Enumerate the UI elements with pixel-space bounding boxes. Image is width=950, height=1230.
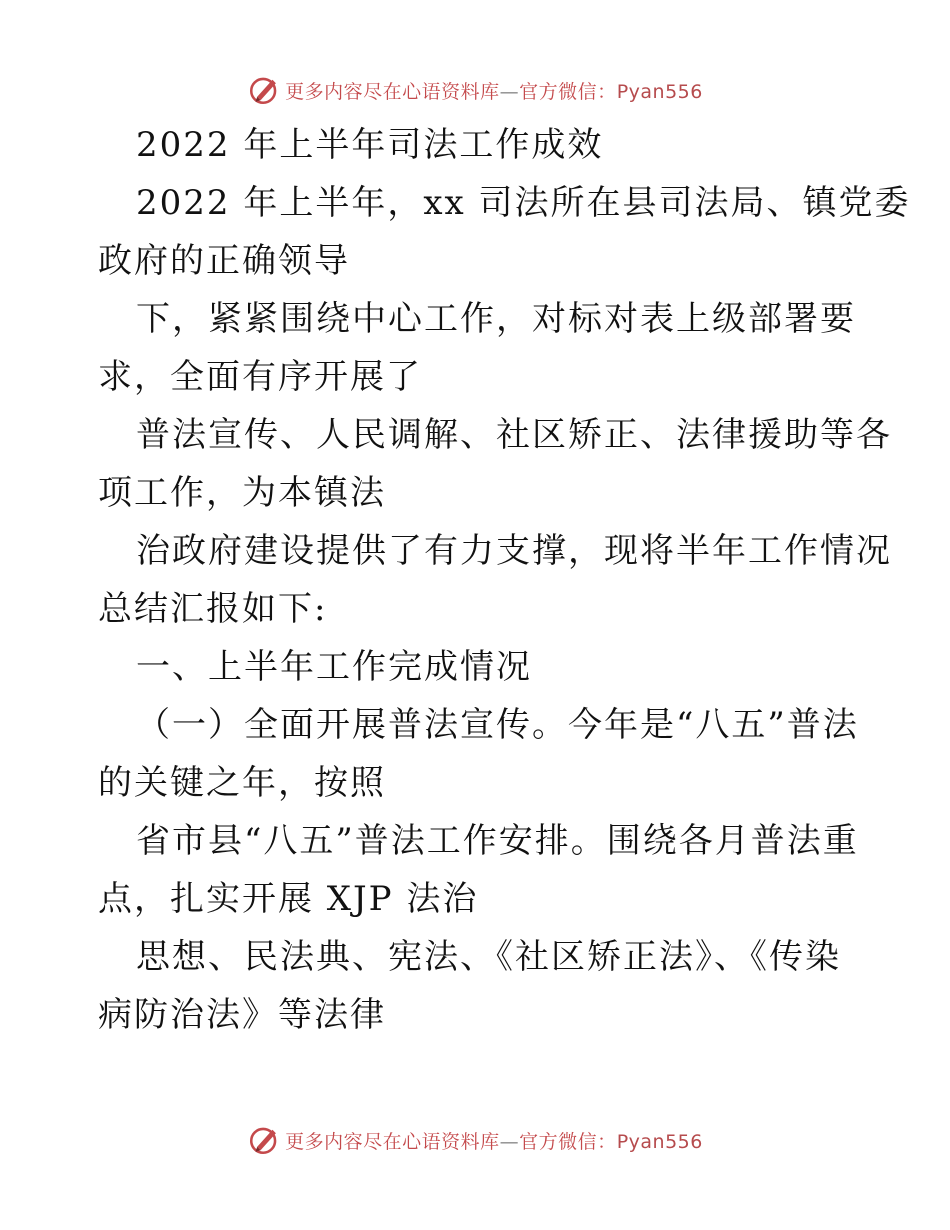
paragraph-line: 的关键之年，按照 — [98, 763, 386, 803]
watermark-text — [285, 1127, 703, 1154]
watermark-text — [285, 77, 703, 104]
paragraph-line: 点，扎实开展 XJP 法治 — [98, 879, 479, 919]
watermark-contact-label: 官方微信： — [519, 80, 617, 103]
watermark-contact-label: 官方微信： — [519, 1130, 617, 1153]
paragraph-line: 下，紧紧围绕中心工作，对标对表上级部署要 — [136, 299, 856, 339]
document-title: 2022 年上半年司法工作成效 — [136, 125, 604, 165]
watermark-site-text: 更多内容尽在心语资料库 — [285, 80, 500, 103]
paragraph-line: 病防治法》等法律 — [98, 995, 386, 1035]
paragraph-line: 思想、民法典、宪法、《社区矫正法》、《传染 — [136, 937, 841, 977]
watermark-site-text: 更多内容尽在心语资料库 — [285, 1130, 500, 1153]
subsection-heading-line: （一）全面开展普法宣传。今年是“八五”普法 — [136, 705, 859, 745]
paragraph-line: 项工作，为本镇法 — [98, 473, 386, 513]
paragraph-line: 省市县“八五”普法工作安排。围绕各月普法重 — [136, 821, 859, 861]
watermark-separator: — — [499, 80, 520, 103]
paragraph-line: 求，全面有序开展了 — [98, 357, 422, 397]
header-watermark-banner — [0, 70, 950, 110]
pen-logo-icon — [247, 73, 281, 107]
footer-watermark-banner — [0, 1120, 950, 1160]
watermark-handle: Pyan556 — [616, 80, 703, 103]
paragraph-line: 政府的正确领导 — [98, 241, 350, 281]
document-body — [98, 116, 911, 1044]
pen-logo-icon — [247, 1123, 281, 1157]
section-heading: 一、上半年工作完成情况 — [136, 647, 532, 687]
paragraph-line: 普法宣传、人民调解、社区矫正、法律援助等各 — [136, 415, 892, 455]
paragraph-line: 总结汇报如下: — [98, 589, 328, 629]
paragraph-line: 治政府建设提供了有力支撑，现将半年工作情况 — [136, 531, 892, 571]
watermark-separator: — — [499, 1130, 520, 1153]
watermark-handle: Pyan556 — [616, 1130, 703, 1153]
paragraph-line: 2022 年上半年，xx 司法所在县司法局、镇党委 — [136, 183, 911, 223]
